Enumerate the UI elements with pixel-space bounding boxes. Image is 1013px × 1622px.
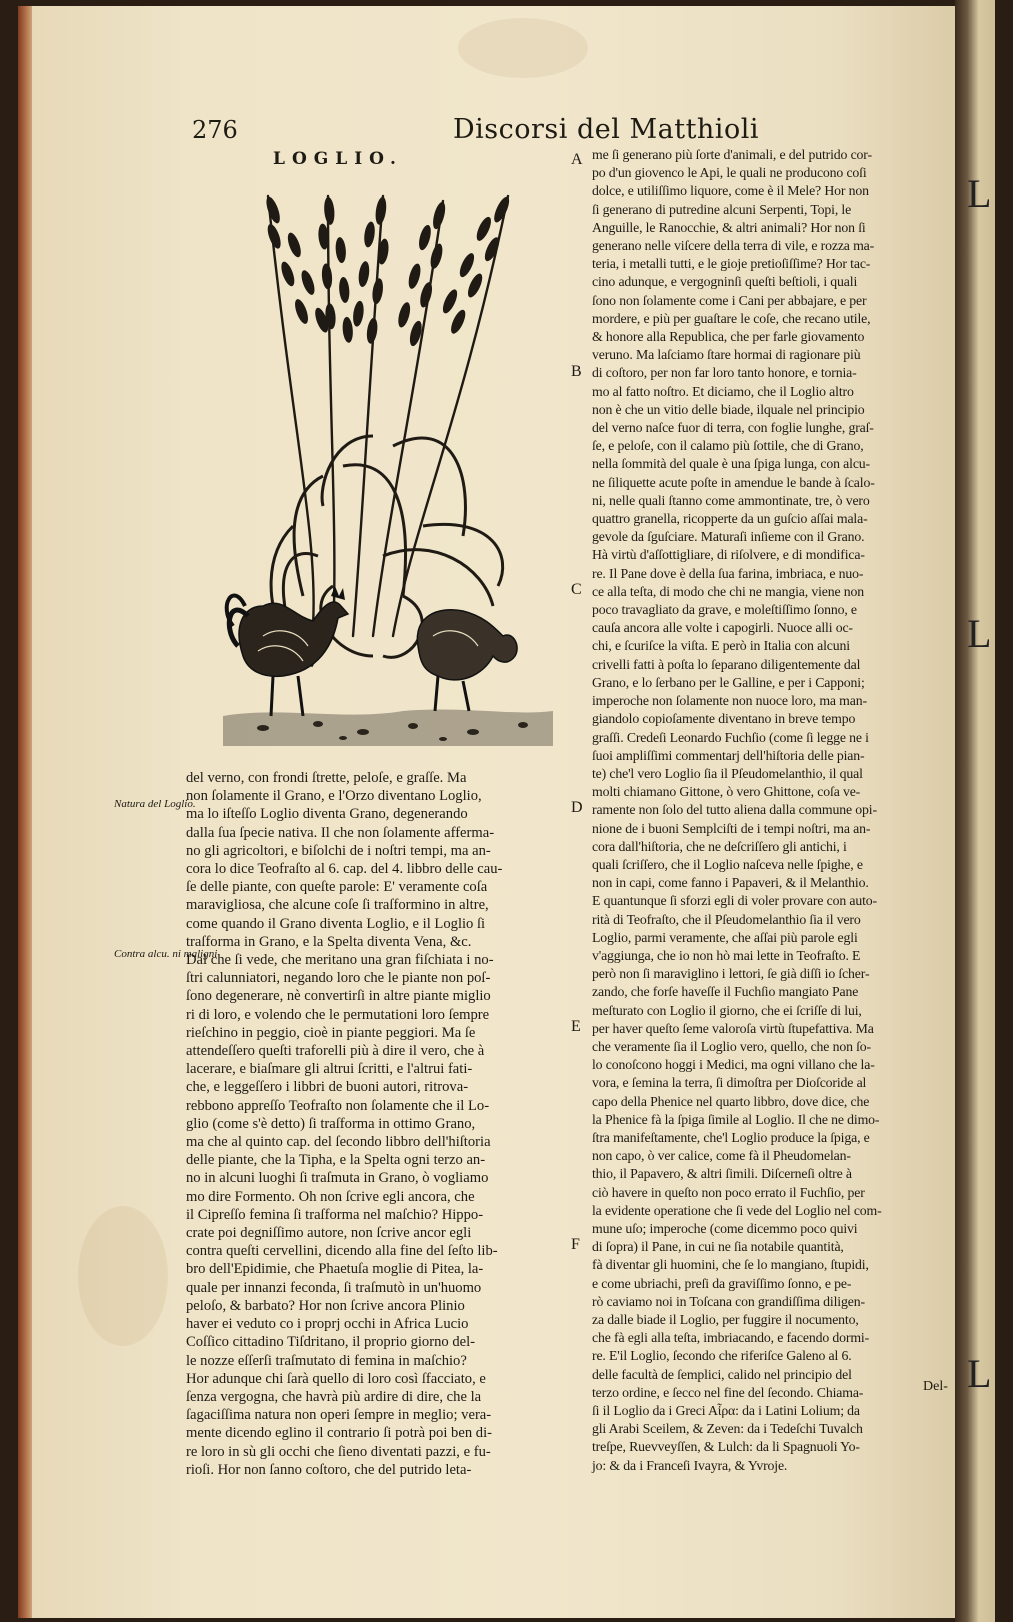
text-line: dolce, e utiliſſimo liquore, come è il Mele? Hor non bbox=[592, 183, 869, 199]
text-line: mordere, e più per guaſtare le coſe, che recano utile, bbox=[592, 310, 871, 326]
text-line: ſono non ſolamente come i Cani per abbajare, e per bbox=[592, 292, 867, 308]
page-number: 276 bbox=[192, 116, 238, 144]
text-line: lo conoſcono hoggi i Medici, ma ogni villano che la- bbox=[592, 1057, 875, 1073]
text-line: rità di Teofraſto, che il Pſeudomelanthio ſia il vero bbox=[592, 911, 861, 927]
section-letter-e: E bbox=[571, 1018, 581, 1035]
ground bbox=[223, 710, 553, 746]
text-line: quali ſcriſſero, che il Loglio naſceva nelle ſpighe, e bbox=[592, 856, 863, 872]
catchword: Del- bbox=[923, 1379, 948, 1394]
text-line: chi, e ſcuriſce la viſta. E però in Italia con alcuni bbox=[592, 638, 850, 654]
text-line: cora lo dice Teofraſto al 6. cap. del 4. libbro delle cau- bbox=[186, 861, 503, 878]
text-line: ſono degenerare, nè convertirſi in altre piante miglio bbox=[186, 988, 491, 1005]
text-line: ma che al quinto cap. del ſecondo libbro dell'hiſtoria bbox=[186, 1134, 491, 1151]
text-line: po d'un giovenco le Api, le quali ne producono coſi bbox=[592, 165, 867, 181]
text-line: rò caviamo noi in Toſcana con grandiſſima diligen- bbox=[592, 1293, 865, 1309]
text-line: mo dire Formento. Oh non ſcrive egli ancora, che bbox=[186, 1188, 475, 1205]
text-line: ſi generano di putredine alcuni Serpenti, Topi, le bbox=[592, 201, 852, 217]
text-line: delle piante, che la Tipha, e la Spelta ogni terzo an- bbox=[186, 1152, 486, 1169]
text-line: teria, i metalli tutti, e le gioje pretioſiſſime? Hor tac- bbox=[592, 256, 871, 272]
text-line: peloſo, & barbato? Hor non ſcrive ancora Plinio bbox=[186, 1297, 465, 1314]
text-line: del verno naſce fuor di terra, con foglie lunghe, graſ- bbox=[592, 420, 874, 436]
text-line: cauſa ancora alle volte i capogirli. Nuoce alli oc- bbox=[592, 620, 853, 636]
text-line: Hor adunque chi ſarà quello di loro così ſfacciato, e bbox=[186, 1370, 486, 1387]
text-line: zando, che forſe haveſſe il Fuchſio mangiato Pane bbox=[592, 984, 859, 1000]
rooster-figure bbox=[227, 586, 348, 716]
running-head: Discorsi del Matthioli bbox=[453, 114, 759, 145]
paper-stain bbox=[458, 18, 588, 78]
text-line: molti chiamano Gittone, ò vero Ghittone, coſa ve- bbox=[592, 784, 861, 800]
text-line: non ſolamente il Grano, e l'Orzo diventano Loglio, bbox=[186, 788, 482, 805]
text-line: ma lo iſteſſo Loglio diventa Grano, degenerando bbox=[186, 806, 468, 823]
text-line: rieſchino in peggio, cioè in piante peggiori. Ma ſe bbox=[186, 1024, 476, 1041]
margin-note-natura: Natura del Loglio. bbox=[114, 798, 196, 810]
section-letter-b: B bbox=[571, 363, 582, 380]
book-page bbox=[18, 6, 973, 1618]
next-page-initial: L bbox=[967, 1351, 992, 1396]
text-line: no in alcuni luoghi ſi traſmuta in Grano, ò vogliamo bbox=[186, 1170, 489, 1187]
text-line: thio, il Papavero, & altri ſimili. Diſcerneſi oltre à bbox=[592, 1166, 852, 1182]
text-line: capo della Phenice nel quarto libbro, dove dice, che bbox=[592, 1093, 870, 1109]
text-line: ciò havere in queſto non poco errato il Fuchſio, per bbox=[592, 1184, 865, 1200]
text-line: ſuoi ampliſſimi commentarj dell'hiſtoria delle pian- bbox=[592, 747, 865, 763]
text-line: ſe, e peloſe, con il calamo più ſottile, che di Grano, bbox=[592, 438, 864, 454]
text-line: la Phenice fà la ſpiga ſimile al Loglio. Il che ne dimo- bbox=[592, 1111, 880, 1127]
text-line: Dal che ſi vede, che meritano una gran fiſchiata i no- bbox=[186, 952, 494, 969]
text-line: ni, nelle quali ſtanno come ammontinate, tre, ò vero bbox=[592, 492, 870, 508]
text-line: poco travagliato da grave, e moleſtiſſimo ſonno, e bbox=[592, 602, 857, 618]
text-line: nione de i buoni Semplciſti de i tempi noſtri, ma an- bbox=[592, 820, 871, 836]
text-line: cora dall'hiſtoria, che ne deſcriſſero gli antichi, i bbox=[592, 838, 847, 854]
section-letter-a: A bbox=[571, 151, 583, 168]
text-line: ce alla teſta, di modo che chi ne mangia, viene non bbox=[592, 583, 865, 599]
text-line: dalla ſua ſpecie nativa. Il che non ſolamente afferma- bbox=[186, 824, 495, 841]
text-line: E quantunque ſi sforzi egli di voler provare con auto- bbox=[592, 893, 877, 909]
text-line: Hà virtù d'aſſottigliare, di riſolvere, e di mondifica- bbox=[592, 547, 865, 563]
text-line: le nozze eſſerſi traſmutato di femina in maſchio? bbox=[186, 1352, 467, 1369]
text-line: haver ei veduto co i proprj occhi in Africa Lucio bbox=[186, 1316, 469, 1333]
text-line: re. E'il Loglio, ſecondo che riferiſce Galeno al 6. bbox=[592, 1348, 852, 1364]
text-line: rebbono appreſſo Teofraſto non ſolamente che il Lo- bbox=[186, 1097, 490, 1114]
text-line: cino adunque, e vergogninſi queſti beſtioli, i quali bbox=[592, 274, 858, 290]
text-line: non è che un vitio delle biade, ilquale nel principio bbox=[592, 401, 865, 417]
text-line: jo: & da i Franceſi Ivayra, & Yvroje. bbox=[592, 1457, 788, 1473]
section-letter-d: D bbox=[571, 799, 583, 816]
text-line: del verno, con frondi ſtrette, peloſe, e graſſe. Ma bbox=[186, 770, 467, 786]
text-line: terzo ordine, e ſecco nel fine del ſecondo. Chiama- bbox=[592, 1384, 864, 1400]
text-line: che, e leggeſſero i libbri de buoni autori, ritrova- bbox=[186, 1079, 469, 1096]
text-line: gli Arabi Sceilem, & Zeven: da i Tedeſchi Tuvalch bbox=[592, 1421, 863, 1437]
text-line: crivelli fatti à poſta lo ſeparano diligentemente dal bbox=[592, 656, 861, 672]
grain-spikes bbox=[256, 191, 519, 347]
right-text-column bbox=[592, 146, 970, 1475]
text-line: il Cipreſſo femina ſi traſforma nel maſchio? Hippo- bbox=[186, 1206, 484, 1223]
figure-title: LOGLIO. bbox=[273, 149, 403, 169]
text-line: che fà egli alla teſta, imbriacando, e facendo dormi- bbox=[592, 1330, 870, 1346]
text-line: e come ubriachi, preſi da graviſſimo ſonno, e pe- bbox=[592, 1275, 852, 1291]
text-line: meſturato con Loglio il giorno, che ei ſcriſſe di lui, bbox=[592, 1002, 862, 1018]
text-line: Grano, e lo ſerbano per le Galline, e per i Capponi; bbox=[592, 674, 865, 690]
text-line: attendeſſero queſti traforelli più à dire il vero, che à bbox=[186, 1043, 485, 1060]
text-line: ſenza vergogna, che havrà più ardire di dire, che la bbox=[186, 1388, 482, 1405]
text-line: te) che'l vero Loglio ſia il Pſeudomelanthio, il qual bbox=[592, 765, 863, 781]
next-page-initial: L bbox=[967, 611, 992, 656]
text-line: Anguille, le Ranocchie, & altri animali? Hor non ſi bbox=[592, 219, 866, 235]
text-line: traſforma in Grano, e la Spelta diventa Vena, &c. bbox=[186, 933, 472, 950]
section-letter-c: C bbox=[571, 581, 582, 598]
text-line: ſe delle piante, con queſte parole: E' veramente coſa bbox=[186, 879, 488, 896]
text-line: re loro in sù gli occhi che ſieno diventati pazzi, e fu- bbox=[186, 1443, 491, 1460]
paper-stain bbox=[78, 1206, 168, 1346]
text-line: come quando il Grano diventa Loglio, e il Loglio ſi bbox=[186, 915, 486, 932]
text-line: & honore alla Republica, che per farle giovamento bbox=[592, 329, 865, 345]
text-line: imperoche non ſolamente non nuoce loro, ma man- bbox=[592, 693, 867, 709]
text-line: Coſſico cittadino Tiſdritano, il proprio giorno del- bbox=[186, 1334, 476, 1351]
text-line: bro dell'Epidimie, che Phaetuſa moglie di Pitea, la- bbox=[186, 1261, 484, 1278]
text-line: ramente non ſolo del tutto aliena dalla commune opi- bbox=[592, 802, 877, 818]
text-line: di ſopra) il Pane, in cui ne ſia notabile quantità, bbox=[592, 1239, 844, 1255]
text-line: vora, e ſemina la terra, ſi dimoſtra per Dioſcoride al bbox=[592, 1075, 867, 1091]
text-line: delle facultà de ſemplici, calido nel principio del bbox=[592, 1366, 852, 1382]
text-line: però non ſi maraviglino i lettori, ſe già diſſi io ſcher- bbox=[592, 966, 870, 982]
loglio-woodcut-illustration bbox=[223, 176, 553, 746]
text-line: ri di loro, e volendo che le permutationi loro ſempre bbox=[186, 1006, 490, 1023]
left-text-column bbox=[186, 769, 581, 1479]
text-line: per haver queſto ſeme valoroſa virtù ſtupefattiva. Ma bbox=[592, 1020, 874, 1036]
text-line: fà diventar gli huomini, che ſe lo mangiano, ſtupidi, bbox=[592, 1257, 869, 1273]
text-line: graſſi. Credeſi Leonardo Fuchſio (come ſi legge ne i bbox=[592, 729, 869, 745]
text-line: nella ſommità del quale è una ſpiga lunga, con alcu- bbox=[592, 456, 871, 472]
text-line: treſpe, Ruevveyſſen, & Lulch: da li Spagnuoli Yo- bbox=[592, 1439, 860, 1455]
text-line: lacerare, e biaſmare gli altrui ſcritti, e l'altrui fati- bbox=[186, 1061, 473, 1078]
text-line: me ſi generano più ſorte d'animali, e del putrido cor- bbox=[592, 147, 872, 162]
text-line: di coſtoro, per non far loro tanto honore, e tornia- bbox=[592, 365, 857, 381]
text-line: ſtra manifeſtamente, che'l Loglio produce la ſpiga, e bbox=[592, 1129, 870, 1145]
text-line: non capo, ò ver calice, come fà il Pheudomelan- bbox=[592, 1148, 851, 1164]
text-line: ſi il Loglio da i Greci Aἶρα: da i Latini Lolium; da bbox=[592, 1403, 860, 1419]
text-line: la evidente operatione che ſi vede del Loglio nel com- bbox=[592, 1202, 882, 1218]
text-line: non in capi, come fanno i Papaveri, & il Melanthio. bbox=[592, 875, 869, 891]
text-line: ſagaciſſima natura non operi ſempre in meglio; vera- bbox=[186, 1407, 492, 1424]
text-line: generano nelle viſcere della terra di vile, e rozza ma- bbox=[592, 238, 875, 254]
text-line: mune uſo; imperoche (come dicemmo poco quivi bbox=[592, 1220, 858, 1236]
text-line: che veramente ſia il Loglio vero, quello, che non ſo- bbox=[592, 1038, 872, 1054]
text-line: ſtri calunniatori, negando loro che le piante non poſ- bbox=[186, 970, 491, 987]
text-line: crate poi degniſſimo autore, non ſcrive ancor egli bbox=[186, 1225, 472, 1242]
text-line: gevole da ſguſciare. Maturaſi inſieme con il Grano. bbox=[592, 529, 865, 545]
text-line: quattro granella, ricopperte da un guſcio aſſai mala- bbox=[592, 511, 868, 527]
text-line: mo al fatto noſtro. Et diciamo, che il Loglio altro bbox=[592, 383, 854, 399]
text-line: za dalle biade il Loglio, per fuggire il nocumento, bbox=[592, 1312, 859, 1327]
text-line: v'aggiunga, che io non hò mai lette in Teofraſto. E bbox=[592, 947, 861, 963]
section-letter-f: F bbox=[571, 1236, 580, 1253]
text-line: ne ſiliquette acute poſte in amendue le bande à ſcalo- bbox=[592, 474, 875, 490]
margin-note-contra: Contra alcu. ni maligni bbox=[114, 948, 218, 960]
text-line: Loglio, parmi veramente, che aſſai più parole egli bbox=[592, 929, 858, 945]
text-line: veruno. Ma laſciamo ſtare hormai di ragionare più bbox=[592, 347, 861, 363]
text-line: rioſi. Hor non ſanno coſtoro, che del putrido leta- bbox=[186, 1461, 472, 1478]
next-page-edge bbox=[955, 0, 995, 1622]
text-line: contra queſti cervellini, dicendo alla fine del ſeſto lib- bbox=[186, 1243, 498, 1260]
text-line: quale per innanzi feconda, ſi traſmutò in un'huomo bbox=[186, 1279, 482, 1296]
text-line: glio (come s'è detto) ſi traſforma in ottimo Grano, bbox=[186, 1115, 476, 1132]
next-page-initial: L bbox=[967, 171, 992, 216]
page-edge bbox=[18, 6, 32, 1618]
text-line: maravigliosa, che alcune coſe ſi traſformino in altre, bbox=[186, 897, 489, 914]
text-line: no gli agricoltori, e biſolchi de i noſtri tempi, ma an- bbox=[186, 842, 491, 859]
text-line: mente dicendo eglino il contrario ſi potrà poi ben di- bbox=[186, 1425, 492, 1442]
hen-figure bbox=[417, 610, 517, 711]
text-line: re. Il Pane dove è della ſua farina, imbriaca, e nuo- bbox=[592, 565, 864, 581]
text-line: giandolo copioſamente diventano in breve tempo bbox=[592, 711, 856, 727]
